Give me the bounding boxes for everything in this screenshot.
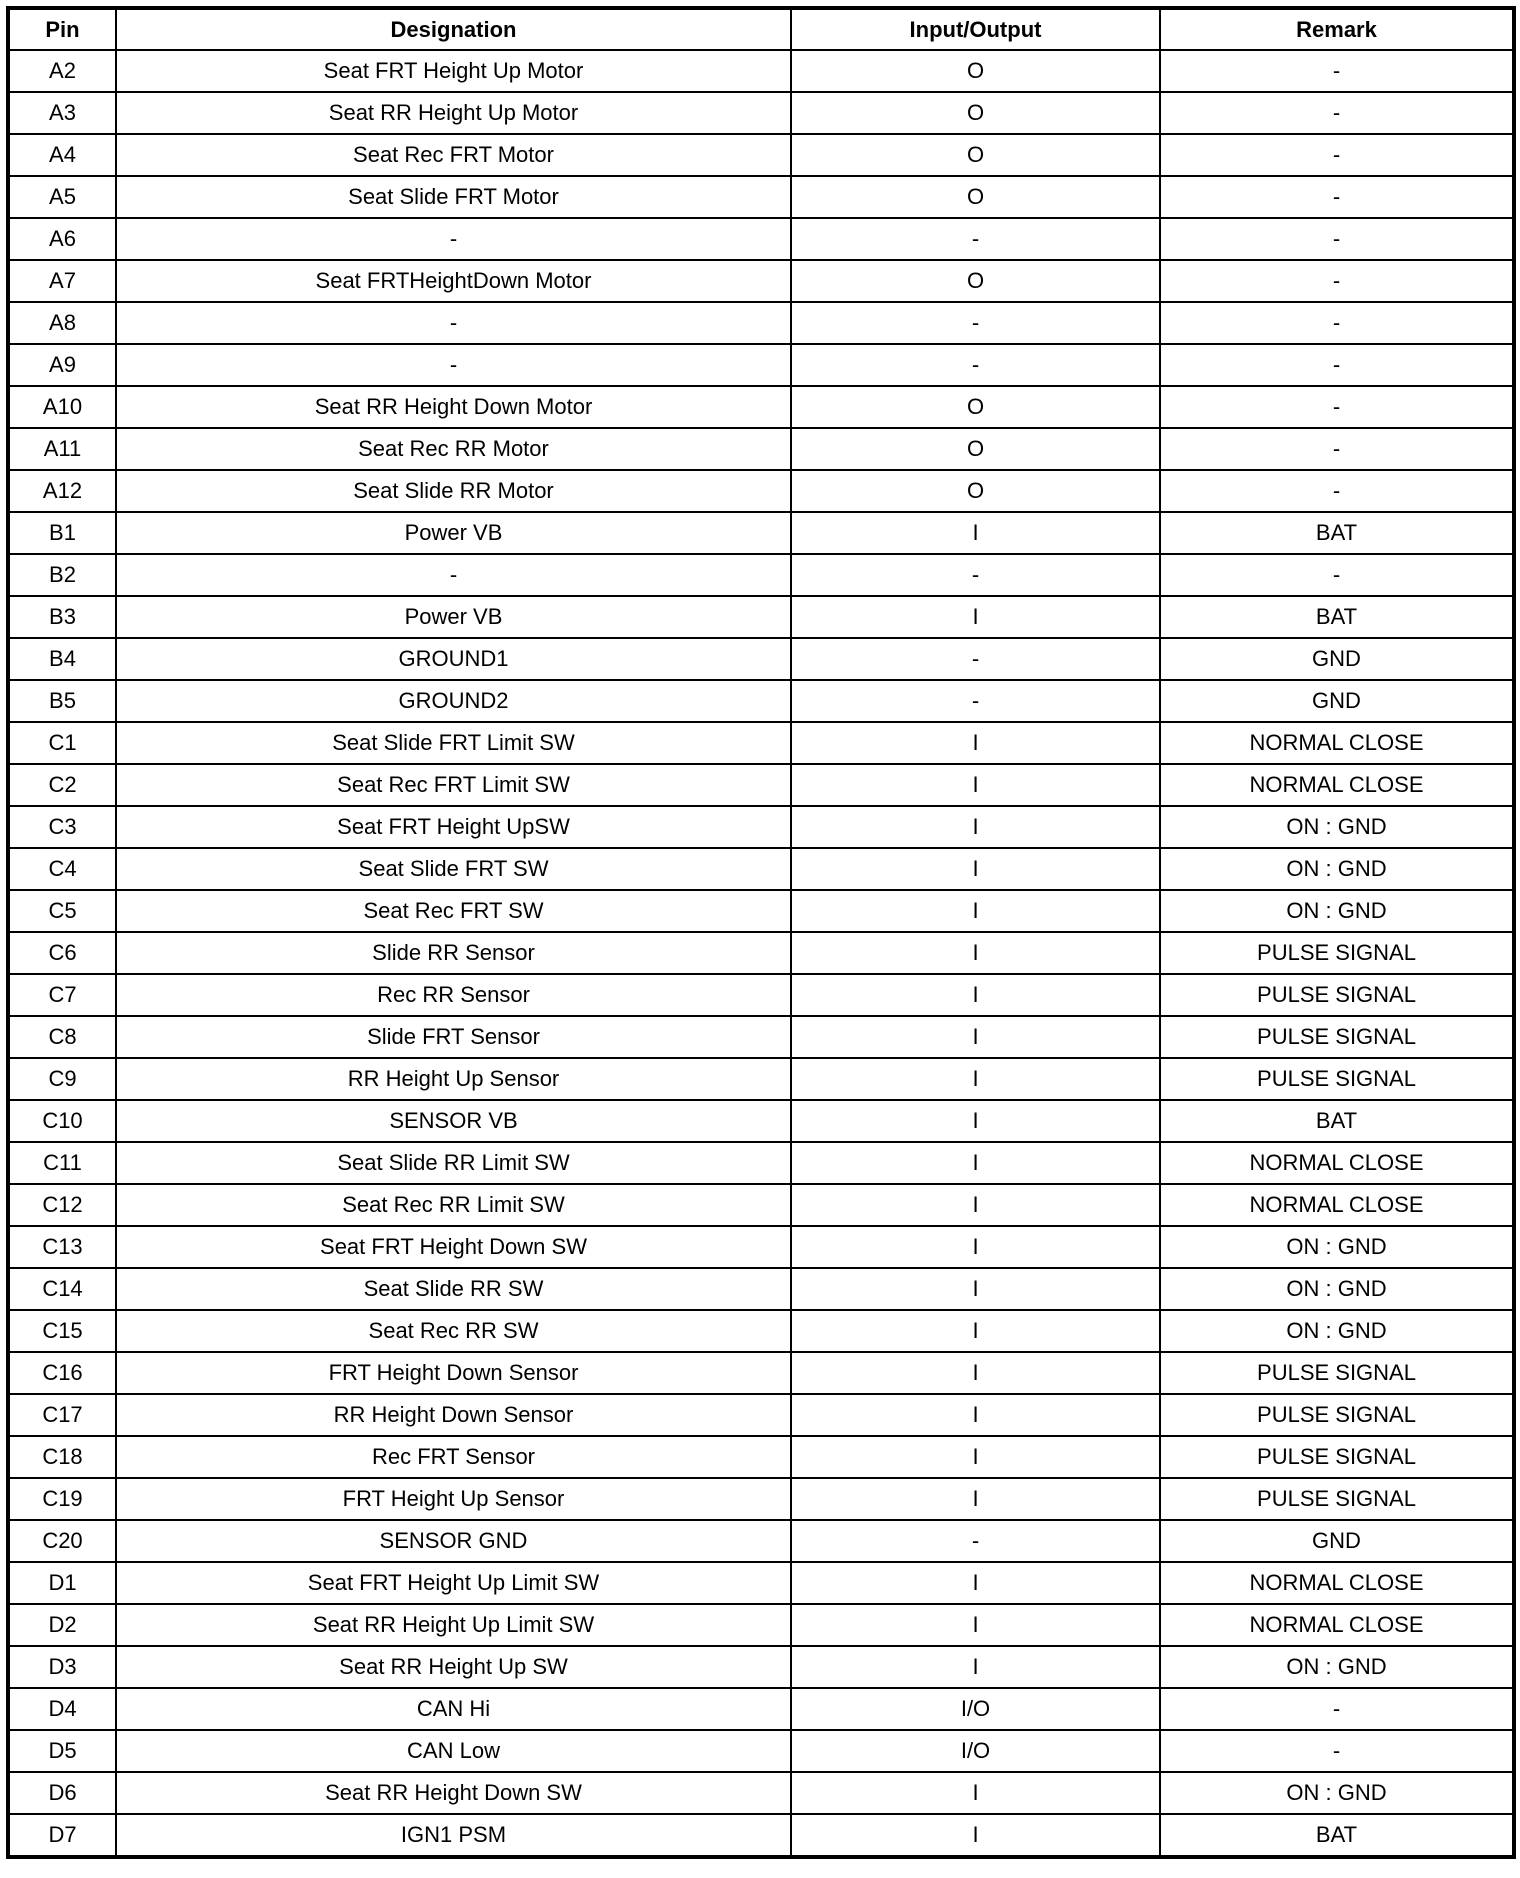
designation-cell: Seat Slide RR Limit SW <box>116 1142 791 1184</box>
pin-cell: C9 <box>8 1058 116 1100</box>
pin-cell: B5 <box>8 680 116 722</box>
table-row <box>8 260 1514 302</box>
table-row <box>8 176 1514 218</box>
designation-cell: Rec FRT Sensor <box>116 1436 791 1478</box>
pin-cell: C20 <box>8 1520 116 1562</box>
input-output-cell: O <box>791 134 1160 176</box>
table-row <box>8 1730 1514 1772</box>
table-row <box>8 1268 1514 1310</box>
remark-cell: NORMAL CLOSE <box>1160 1562 1514 1604</box>
table-row <box>8 218 1514 260</box>
pin-cell: D6 <box>8 1772 116 1814</box>
pin-cell: C14 <box>8 1268 116 1310</box>
designation-cell: Seat Rec FRT Motor <box>116 134 791 176</box>
table-row <box>8 1016 1514 1058</box>
header-remark: Remark <box>1160 8 1514 50</box>
remark-cell: PULSE SIGNAL <box>1160 1436 1514 1478</box>
input-output-cell: O <box>791 92 1160 134</box>
designation-cell: Seat FRT Height Up Limit SW <box>116 1562 791 1604</box>
pin-cell: C7 <box>8 974 116 1016</box>
table-row <box>8 848 1514 890</box>
designation-cell: Rec RR Sensor <box>116 974 791 1016</box>
remark-cell: NORMAL CLOSE <box>1160 1604 1514 1646</box>
pin-cell: C15 <box>8 1310 116 1352</box>
remark-cell: - <box>1160 302 1514 344</box>
pin-cell: D1 <box>8 1562 116 1604</box>
remark-cell: - <box>1160 1730 1514 1772</box>
input-output-cell: I <box>791 890 1160 932</box>
remark-cell: ON : GND <box>1160 806 1514 848</box>
input-output-cell: I <box>791 848 1160 890</box>
pin-cell: C13 <box>8 1226 116 1268</box>
table-row <box>8 596 1514 638</box>
remark-cell: - <box>1160 92 1514 134</box>
designation-cell: CAN Hi <box>116 1688 791 1730</box>
pin-cell: C16 <box>8 1352 116 1394</box>
designation-cell: Seat Slide RR SW <box>116 1268 791 1310</box>
table-row <box>8 1184 1514 1226</box>
remark-cell: PULSE SIGNAL <box>1160 1352 1514 1394</box>
designation-cell: Seat Slide FRT SW <box>116 848 791 890</box>
designation-cell: CAN Low <box>116 1730 791 1772</box>
designation-cell: Seat FRT Height Down SW <box>116 1226 791 1268</box>
input-output-cell: - <box>791 1520 1160 1562</box>
input-output-cell: I <box>791 1268 1160 1310</box>
remark-cell: GND <box>1160 680 1514 722</box>
remark-cell: ON : GND <box>1160 1268 1514 1310</box>
remark-cell: GND <box>1160 1520 1514 1562</box>
designation-cell: Seat FRTHeightDown Motor <box>116 260 791 302</box>
input-output-cell: - <box>791 554 1160 596</box>
pin-cell: B3 <box>8 596 116 638</box>
table-row <box>8 1100 1514 1142</box>
input-output-cell: I <box>791 1310 1160 1352</box>
remark-cell: - <box>1160 134 1514 176</box>
remark-cell: PULSE SIGNAL <box>1160 1058 1514 1100</box>
designation-cell: FRT Height Up Sensor <box>116 1478 791 1520</box>
remark-cell: BAT <box>1160 1100 1514 1142</box>
input-output-cell: I/O <box>791 1730 1160 1772</box>
table-row <box>8 134 1514 176</box>
input-output-cell: I <box>791 1604 1160 1646</box>
header-pin: Pin <box>8 8 116 50</box>
remark-cell: ON : GND <box>1160 1226 1514 1268</box>
remark-cell: ON : GND <box>1160 890 1514 932</box>
pin-cell: D5 <box>8 1730 116 1772</box>
remark-cell: ON : GND <box>1160 848 1514 890</box>
header-input-output: Input/Output <box>791 8 1160 50</box>
table-row <box>8 1646 1514 1688</box>
designation-cell: GROUND2 <box>116 680 791 722</box>
remark-cell: NORMAL CLOSE <box>1160 1184 1514 1226</box>
pin-cell: D7 <box>8 1814 116 1857</box>
header-row <box>8 8 1514 50</box>
table-row <box>8 1688 1514 1730</box>
designation-cell: Seat Rec RR SW <box>116 1310 791 1352</box>
input-output-cell: I <box>791 974 1160 1016</box>
table-row <box>8 1142 1514 1184</box>
input-output-cell: - <box>791 344 1160 386</box>
remark-cell: - <box>1160 386 1514 428</box>
designation-cell: - <box>116 302 791 344</box>
remark-cell: BAT <box>1160 1814 1514 1857</box>
remark-cell: ON : GND <box>1160 1310 1514 1352</box>
pin-cell: C12 <box>8 1184 116 1226</box>
remark-cell: - <box>1160 260 1514 302</box>
designation-cell: Seat RR Height Up Limit SW <box>116 1604 791 1646</box>
remark-cell: BAT <box>1160 596 1514 638</box>
input-output-cell: - <box>791 218 1160 260</box>
table-row <box>8 50 1514 92</box>
pin-cell: A6 <box>8 218 116 260</box>
table-row <box>8 344 1514 386</box>
input-output-cell: I <box>791 1772 1160 1814</box>
table-row <box>8 1772 1514 1814</box>
designation-cell: IGN1 PSM <box>116 1814 791 1857</box>
remark-cell: - <box>1160 428 1514 470</box>
designation-cell: FRT Height Down Sensor <box>116 1352 791 1394</box>
input-output-cell: I <box>791 1562 1160 1604</box>
table-row <box>8 554 1514 596</box>
pin-cell: C5 <box>8 890 116 932</box>
input-output-cell: O <box>791 50 1160 92</box>
pin-cell: D4 <box>8 1688 116 1730</box>
input-output-cell: - <box>791 680 1160 722</box>
table-row <box>8 1478 1514 1520</box>
designation-cell: Slide RR Sensor <box>116 932 791 974</box>
remark-cell: PULSE SIGNAL <box>1160 1016 1514 1058</box>
table-row <box>8 428 1514 470</box>
designation-cell: Power VB <box>116 512 791 554</box>
pin-cell: C8 <box>8 1016 116 1058</box>
designation-cell: SENSOR VB <box>116 1100 791 1142</box>
remark-cell: ON : GND <box>1160 1772 1514 1814</box>
pin-cell: B1 <box>8 512 116 554</box>
input-output-cell: I <box>791 1016 1160 1058</box>
table-row <box>8 638 1514 680</box>
pin-cell: C1 <box>8 722 116 764</box>
table-row <box>8 1520 1514 1562</box>
table-row <box>8 1310 1514 1352</box>
input-output-cell: I/O <box>791 1688 1160 1730</box>
remark-cell: PULSE SIGNAL <box>1160 1394 1514 1436</box>
table-row <box>8 974 1514 1016</box>
pin-cell: B2 <box>8 554 116 596</box>
table-row <box>8 1562 1514 1604</box>
input-output-cell: O <box>791 470 1160 512</box>
input-output-cell: I <box>791 512 1160 554</box>
input-output-cell: I <box>791 1394 1160 1436</box>
input-output-cell: O <box>791 428 1160 470</box>
pin-cell: A11 <box>8 428 116 470</box>
remark-cell: - <box>1160 344 1514 386</box>
designation-cell: Seat Rec FRT Limit SW <box>116 764 791 806</box>
table-row <box>8 92 1514 134</box>
input-output-cell: I <box>791 1646 1160 1688</box>
table-row <box>8 1394 1514 1436</box>
table-row <box>8 806 1514 848</box>
remark-cell: GND <box>1160 638 1514 680</box>
input-output-cell: I <box>791 1100 1160 1142</box>
table-row <box>8 386 1514 428</box>
table-row <box>8 764 1514 806</box>
designation-cell: Slide FRT Sensor <box>116 1016 791 1058</box>
pin-table <box>6 6 1516 1859</box>
pin-cell: C6 <box>8 932 116 974</box>
table-row <box>8 1352 1514 1394</box>
table-row <box>8 680 1514 722</box>
pin-cell: C18 <box>8 1436 116 1478</box>
designation-cell: Seat RR Height Up Motor <box>116 92 791 134</box>
designation-cell: Seat FRT Height Up Motor <box>116 50 791 92</box>
remark-cell: - <box>1160 554 1514 596</box>
designation-cell: RR Height Down Sensor <box>116 1394 791 1436</box>
input-output-cell: I <box>791 1142 1160 1184</box>
designation-cell: Seat Rec RR Limit SW <box>116 1184 791 1226</box>
pin-cell: C10 <box>8 1100 116 1142</box>
designation-cell: Seat Slide FRT Limit SW <box>116 722 791 764</box>
remark-cell: - <box>1160 176 1514 218</box>
pin-cell: C4 <box>8 848 116 890</box>
designation-cell: Seat FRT Height UpSW <box>116 806 791 848</box>
table-row <box>8 932 1514 974</box>
table-row <box>8 890 1514 932</box>
pin-cell: A12 <box>8 470 116 512</box>
input-output-cell: I <box>791 1226 1160 1268</box>
designation-cell: - <box>116 218 791 260</box>
input-output-cell: - <box>791 302 1160 344</box>
table-row <box>8 302 1514 344</box>
remark-cell: - <box>1160 1688 1514 1730</box>
pin-cell: A10 <box>8 386 116 428</box>
remark-cell: - <box>1160 470 1514 512</box>
pin-cell: A7 <box>8 260 116 302</box>
pin-cell: C2 <box>8 764 116 806</box>
designation-cell: - <box>116 554 791 596</box>
pin-cell: A2 <box>8 50 116 92</box>
table-row <box>8 1604 1514 1646</box>
input-output-cell: I <box>791 932 1160 974</box>
designation-cell: GROUND1 <box>116 638 791 680</box>
remark-cell: NORMAL CLOSE <box>1160 722 1514 764</box>
remark-cell: - <box>1160 50 1514 92</box>
pin-cell: C3 <box>8 806 116 848</box>
remark-cell: NORMAL CLOSE <box>1160 1142 1514 1184</box>
pin-cell: D3 <box>8 1646 116 1688</box>
designation-cell: Seat Rec RR Motor <box>116 428 791 470</box>
designation-cell: Seat RR Height Down SW <box>116 1772 791 1814</box>
table-row <box>8 1226 1514 1268</box>
designation-cell: Seat Slide RR Motor <box>116 470 791 512</box>
pin-cell: A4 <box>8 134 116 176</box>
table-row <box>8 1058 1514 1100</box>
input-output-cell: I <box>791 1478 1160 1520</box>
input-output-cell: - <box>791 638 1160 680</box>
header-designation: Designation <box>116 8 791 50</box>
input-output-cell: O <box>791 386 1160 428</box>
input-output-cell: I <box>791 1436 1160 1478</box>
remark-cell: - <box>1160 218 1514 260</box>
input-output-cell: I <box>791 596 1160 638</box>
input-output-cell: I <box>791 764 1160 806</box>
pin-cell: C17 <box>8 1394 116 1436</box>
table-row <box>8 722 1514 764</box>
designation-cell: Seat Rec FRT SW <box>116 890 791 932</box>
pin-cell: C11 <box>8 1142 116 1184</box>
designation-cell: SENSOR GND <box>116 1520 791 1562</box>
input-output-cell: I <box>791 1058 1160 1100</box>
pin-cell: A8 <box>8 302 116 344</box>
remark-cell: NORMAL CLOSE <box>1160 764 1514 806</box>
input-output-cell: O <box>791 260 1160 302</box>
designation-cell: Seat RR Height Down Motor <box>116 386 791 428</box>
input-output-cell: I <box>791 1184 1160 1226</box>
table-row <box>8 1436 1514 1478</box>
remark-cell: BAT <box>1160 512 1514 554</box>
input-output-cell: I <box>791 806 1160 848</box>
designation-cell: - <box>116 344 791 386</box>
table-row <box>8 512 1514 554</box>
table-row <box>8 470 1514 512</box>
pin-cell: A3 <box>8 92 116 134</box>
remark-cell: ON : GND <box>1160 1646 1514 1688</box>
remark-cell: PULSE SIGNAL <box>1160 974 1514 1016</box>
pin-cell: C19 <box>8 1478 116 1520</box>
designation-cell: Seat RR Height Up SW <box>116 1646 791 1688</box>
designation-cell: Seat Slide FRT Motor <box>116 176 791 218</box>
pin-cell: A9 <box>8 344 116 386</box>
pin-cell: D2 <box>8 1604 116 1646</box>
designation-cell: Power VB <box>116 596 791 638</box>
remark-cell: PULSE SIGNAL <box>1160 1478 1514 1520</box>
input-output-cell: I <box>791 722 1160 764</box>
table-row <box>8 1814 1514 1857</box>
pin-cell: A5 <box>8 176 116 218</box>
input-output-cell: I <box>791 1814 1160 1857</box>
input-output-cell: I <box>791 1352 1160 1394</box>
input-output-cell: O <box>791 176 1160 218</box>
designation-cell: RR Height Up Sensor <box>116 1058 791 1100</box>
pin-cell: B4 <box>8 638 116 680</box>
remark-cell: PULSE SIGNAL <box>1160 932 1514 974</box>
